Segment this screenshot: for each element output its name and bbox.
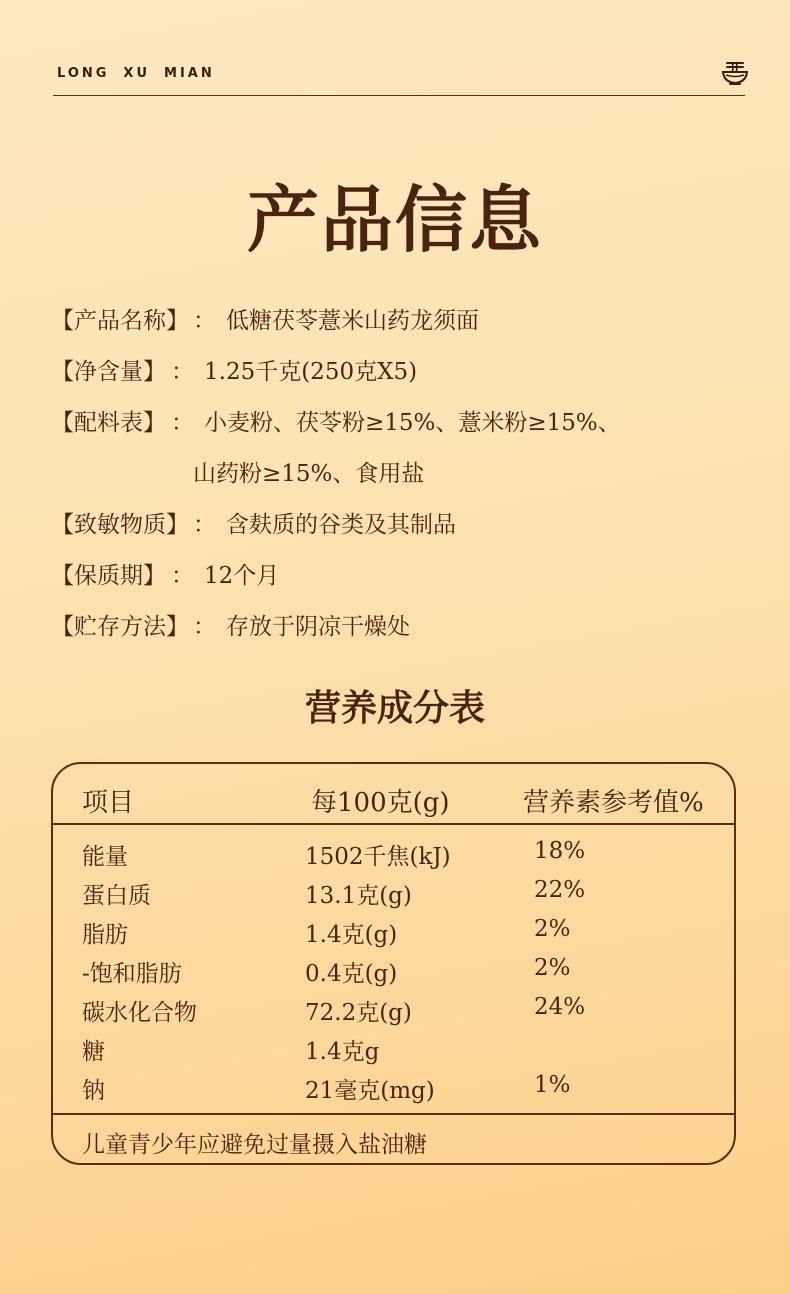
table-header-item: 项目 — [82, 788, 135, 818]
table-cell: 22% — [534, 877, 586, 903]
info-row-shelf-life — [51, 557, 279, 590]
info-value: 含麸质的谷类及其制品 — [226, 512, 456, 538]
table-header-per100g: 每100克(g) — [311, 788, 450, 818]
brand-word: LONG — [57, 66, 110, 81]
info-value: 存放于阴凉干燥处 — [226, 614, 410, 640]
health-note: 儿童青少年应避免过量摄入盐油糖 — [82, 1132, 427, 1158]
info-key: 【净含量】 — [51, 359, 166, 385]
nutrition-title: 营养成分表 — [304, 687, 485, 729]
nutrition-table — [51, 762, 736, 1165]
info-key: 【保质期】 — [51, 563, 166, 589]
table-cell: 2% — [534, 916, 571, 942]
brand-word: MIAN — [164, 66, 215, 81]
table-cell: 1.4克(g) — [305, 922, 398, 948]
table-cell: 碳水化合物 — [82, 1000, 197, 1026]
table-cell: 蛋白质 — [82, 883, 151, 909]
info-key: 【贮存方法】 — [51, 614, 189, 640]
info-value: 12个月 — [204, 563, 280, 589]
noodle-bowl-icon — [720, 59, 750, 87]
page-title: 产品信息 — [246, 177, 543, 262]
table-cell: 18% — [534, 838, 586, 864]
info-sep: ： — [193, 308, 216, 334]
table-cell: 13.1克(g) — [305, 883, 412, 909]
table-cell: 24% — [534, 994, 586, 1020]
table-cell: 糖 — [82, 1039, 105, 1065]
table-cell: 0.4克(g) — [305, 961, 398, 987]
table-cell: 1.4克g — [305, 1039, 380, 1065]
table-cell: -饱和脂肪 — [82, 961, 182, 987]
table-cell: 1% — [534, 1072, 571, 1098]
table-divider — [53, 1113, 734, 1115]
info-sep: ： — [193, 614, 216, 640]
info-sep: ： — [193, 512, 216, 538]
table-cell: 2% — [534, 955, 571, 981]
table-cell: 脂肪 — [82, 922, 128, 948]
table-cell: 钠 — [82, 1078, 105, 1104]
info-row-storage — [51, 608, 410, 641]
info-sep: ： — [171, 563, 194, 589]
brand-name — [57, 66, 229, 81]
brand-word: XU — [123, 66, 151, 81]
info-row-name — [51, 302, 479, 335]
table-cell: 72.2克(g) — [305, 1000, 412, 1026]
info-value: 低糖茯苓薏米山药龙须面 — [226, 308, 479, 334]
info-row-ingredients-cont: 山药粉≥15%、食用盐 — [193, 461, 425, 487]
table-cell: 能量 — [82, 844, 128, 870]
info-row-ingredients — [51, 404, 621, 437]
info-sep: ： — [171, 410, 194, 436]
info-key: 【配料表】 — [51, 410, 166, 436]
table-divider — [53, 823, 734, 825]
table-cell: 21毫克(mg) — [305, 1078, 435, 1104]
table-header-nrv: 营养素参考值% — [523, 788, 704, 818]
info-key: 【致敏物质】 — [51, 512, 189, 538]
table-cell: 1502千焦(kJ) — [305, 844, 451, 870]
info-value: 1.25千克(250克X5) — [204, 359, 418, 385]
info-row-net — [51, 353, 417, 386]
info-key: 【产品名称】 — [51, 308, 189, 334]
header-divider — [53, 95, 745, 96]
info-value: 小麦粉、茯苓粉≥15%、薏米粉≥15%、 — [204, 410, 621, 436]
info-row-allergen — [51, 506, 456, 539]
info-sep: ： — [171, 359, 194, 385]
